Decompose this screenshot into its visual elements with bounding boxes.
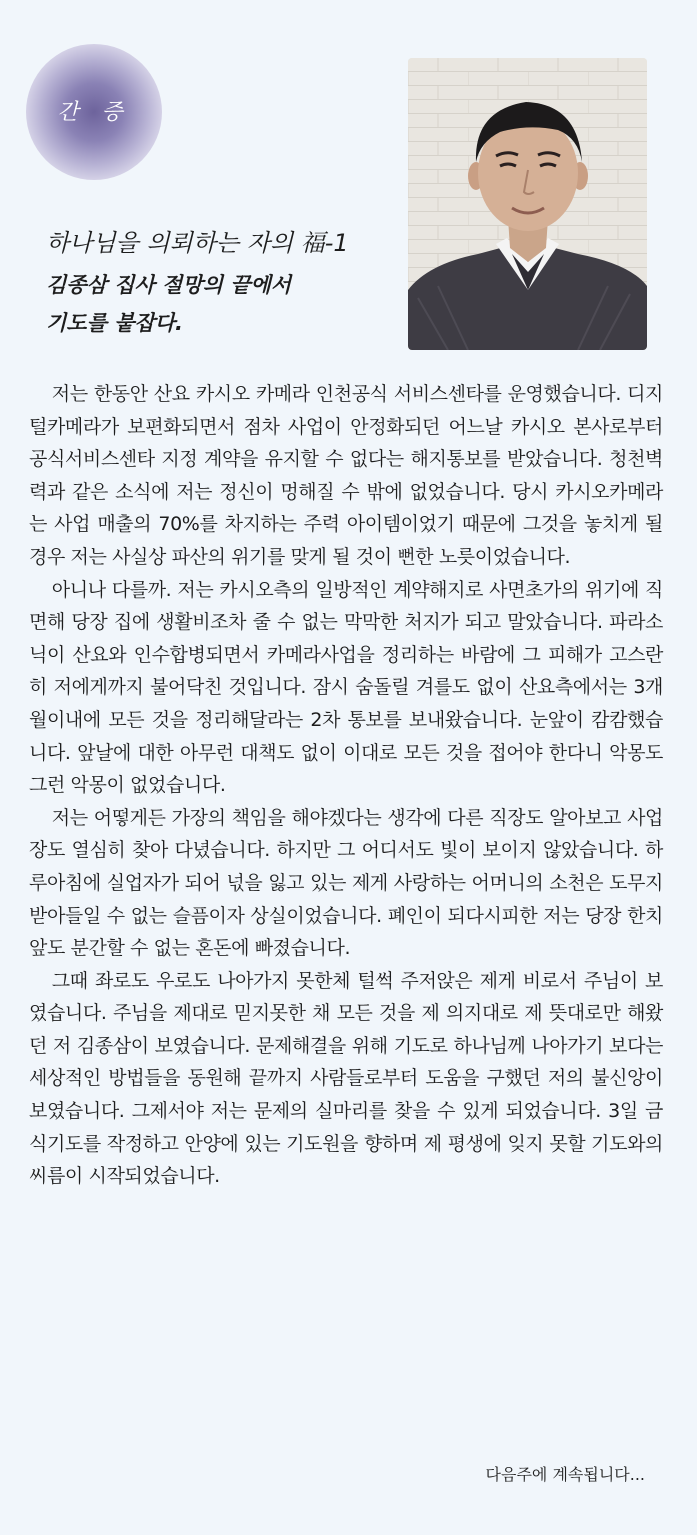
article-subtitle-line2: 기도를 붙잡다. <box>46 311 184 335</box>
article-title: 하나님을 의뢰하는 자의 福-1 <box>46 229 349 257</box>
badge-label: 간 증 <box>57 99 131 125</box>
testimony-badge <box>26 44 162 180</box>
paragraph: 저는 어떻게든 가장의 책임을 해야겠다는 생각에 다른 직장도 알아보고 사업장도 열심히 찾아 다녔습니다. 하지만 그 어디서도 빛이 보이지 않았습니다. 하루아침에 실업자가 되어 넋을 잃고 있는 제게 사랑하는 어머니의 소천은 도무지 받아들일 수 없는 슬픔이자 상실이었습니다. 폐인이 되다시피한 저는 당장 한치 앞도 분간할 수 없는 혼돈에 빠졌습니다. <box>29 806 663 960</box>
paragraph: 그때 좌로도 우로도 나아가지 못한체 털썩 주저앉은 제게 비로서 주님이 보였습니다. 주님을 제대로 믿지못한 채 모든 것을 제 의지대로 제 뜻대로만 해왔던 저 김종삼이 보였습니다. 문제해결을 위해 기도로 하나님께 나아가기 보다는 세상적인 방법들을 동원해 끝까지 사람들로부터 도움을 구했던 저의 불신앙이 보였습니다. 그제서야 저는 문제의 실마리를 찾을 수 있게 되었습니다. 3일 금식기도를 작정하고 안양에 있는 기도원을 향하며 제 평생에 잊지 못할 기도와의 씨름이 시작되었습니다. <box>29 969 663 1188</box>
paragraph: 저는 한동안 산요 카시오 카메라 인천공식 서비스센타를 운영했습니다. 디지털카메라가 보편화되면서 점차 사업이 안정화되던 어느날 카시오 본사로부터 공식서비스센타 지정 계약을 유지할 수 없다는 해지통보를 받았습니다. 청천벽력과 같은 소식에 저는 정신이 멍해질 수 밖에 없었습니다. 당시 카시오카메라는 사업 매출의 70%를 차지하는 주력 아이템이었기 때문에 그것을 놓치게 될 경우 저는 사실상 파산의 위기를 맞게 될 것이 뻔한 노릇이었습니다. <box>29 383 663 568</box>
article-subtitle-line1: 김종삼 집사 절망의 끝에서 <box>46 273 292 297</box>
portrait-illustration <box>408 58 647 350</box>
article-body <box>29 378 663 1193</box>
title-block <box>46 226 396 340</box>
continued-note: 다음주에 계속됩니다... <box>485 1465 645 1484</box>
portrait-photo <box>408 58 647 350</box>
paragraph: 아니나 다를까. 저는 카시오측의 일방적인 계약해지로 사면초가의 위기에 직면해 당장 집에 생활비조차 줄 수 없는 막막한 처지가 되고 말았습니다. 파라소닉이 산요와 인수합병되면서 카메라사업을 정리하는 바람에 그 피해가 고스란히 저에게까지 불어닥친 것입니다. 잠시 숨돌릴 겨를도 없이 산요측에서는 3개월이내에 모든 것을 정리해달라는 2차 통보를 보내왔습니다. 눈앞이 캄캄했습니다. 앞날에 대한 아무런 대책도 없이 이대로 모든 것을 접어야 한다니 악몽도 그런 악몽이 없었습니다. <box>29 578 663 797</box>
